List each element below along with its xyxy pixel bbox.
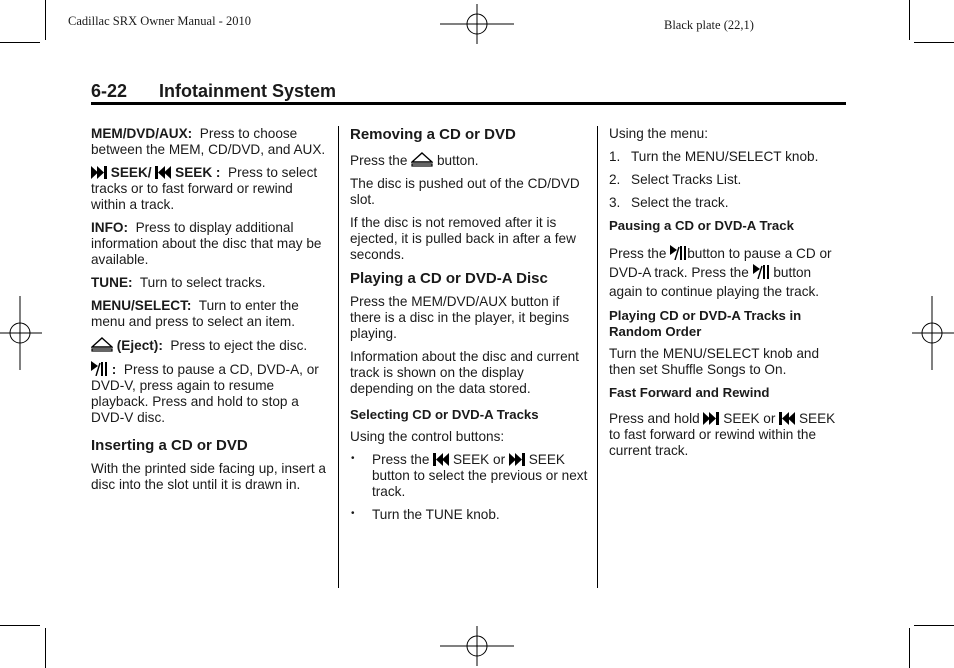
seek-paragraph bbox=[91, 165, 327, 213]
heading-rule bbox=[91, 102, 846, 105]
random-text: Turn the MENU/SELECT knob and then set Shuffle Songs to On. bbox=[609, 346, 820, 377]
mem-text: Press to choose between the MEM, CD/DVD, and AUX. bbox=[91, 126, 326, 157]
menu-label: MENU/SELECT: bbox=[91, 298, 192, 313]
step-number: 3. bbox=[609, 195, 621, 210]
pausing-text-c: button again to continue playing the track. bbox=[609, 265, 820, 299]
press-the-text: Press the bbox=[350, 153, 408, 168]
document-title: Cadillac SRX Owner Manual - 2010 bbox=[68, 14, 251, 28]
inserting-heading: Inserting a CD or DVD bbox=[91, 437, 248, 454]
pause-text: Press to pause a CD, DVD-A, or DVD-V, press again to resume playback. Press and hold to stop a DVD-V disc. bbox=[91, 362, 319, 425]
registration-mark-left bbox=[0, 296, 42, 370]
seek-label-b: SEEK : bbox=[175, 165, 221, 180]
play-pause-icon bbox=[753, 264, 770, 279]
tune-label: TUNE: bbox=[91, 275, 133, 290]
ff-text-a: Press and hold bbox=[609, 411, 700, 426]
button-text: button. bbox=[436, 153, 479, 168]
ff-text-c: SEEK to fast forward or rewind within the current track. bbox=[609, 411, 836, 458]
crop-mark-bl-v bbox=[45, 628, 46, 668]
column-divider-2 bbox=[597, 126, 598, 588]
tune-text: Turn to select tracks. bbox=[139, 275, 266, 290]
bullet: • bbox=[351, 453, 355, 464]
crop-mark-tr-v bbox=[909, 0, 910, 40]
bullet1-text-a: Press the bbox=[372, 452, 430, 467]
column-1 bbox=[91, 126, 327, 500]
eject-text: Press to eject the disc. bbox=[170, 338, 308, 353]
bullet2-text: Turn the TUNE knob. bbox=[372, 507, 500, 522]
column-3 bbox=[609, 126, 847, 466]
pausing-text-a: Press the bbox=[609, 246, 667, 261]
plate-label: Black plate (22,1) bbox=[664, 18, 754, 32]
ff-paragraph bbox=[609, 411, 847, 459]
playing-heading: Playing a CD or DVD-A Disc bbox=[350, 270, 548, 287]
menu-text: Turn to enter the menu and press to select an item. bbox=[91, 298, 299, 329]
eject-icon bbox=[91, 337, 113, 352]
crop-mark-tr-h bbox=[914, 42, 954, 43]
list-item bbox=[609, 149, 847, 165]
seek-prev-icon bbox=[155, 166, 171, 179]
play-pause-icon bbox=[91, 361, 108, 376]
menu-steps bbox=[609, 149, 847, 211]
menu-paragraph bbox=[91, 298, 327, 330]
seek-prev-icon bbox=[433, 453, 449, 466]
eject-paragraph bbox=[91, 337, 327, 354]
playing-text: Press the MEM/DVD/AUX button if there is a disc in the player, it begins playing. bbox=[350, 294, 570, 341]
control-list bbox=[350, 452, 588, 523]
seek-prev-icon bbox=[779, 412, 795, 425]
pausing-text-b: button to pause a CD or DVD-A track. Press the bbox=[609, 246, 832, 280]
tune-paragraph bbox=[91, 275, 327, 291]
page-number: 6-22 bbox=[91, 81, 128, 101]
section-heading bbox=[91, 81, 336, 102]
list-item bbox=[350, 452, 588, 500]
selecting-heading: Selecting CD or DVD-A Tracks bbox=[350, 407, 539, 422]
press-eject-paragraph bbox=[350, 152, 588, 169]
seek-next-icon bbox=[91, 166, 107, 179]
info-label: INFO: bbox=[91, 220, 128, 235]
using-menu-text: Using the menu: bbox=[609, 126, 708, 141]
crop-mark-br-v bbox=[909, 628, 910, 668]
registration-mark-top bbox=[440, 4, 514, 44]
bullet1-text-c: SEEK button to select the previous or next track. bbox=[372, 452, 588, 499]
pausing-heading: Pausing a CD or DVD-A Track bbox=[609, 218, 794, 233]
pushed-text: The disc is pushed out of the CD/DVD slot. bbox=[350, 176, 580, 207]
random-heading: Playing CD or DVD-A Tracks in Random Order bbox=[609, 308, 802, 339]
seek-label-a: SEEK/ bbox=[110, 165, 152, 180]
step-text: Turn the MENU/SELECT knob. bbox=[631, 149, 819, 164]
bullet1-text-b: SEEK or bbox=[452, 452, 506, 467]
column-divider-1 bbox=[338, 126, 339, 588]
inserting-text: With the printed side facing up, insert a disc into the slot until it is drawn in. bbox=[91, 461, 326, 492]
column-2 bbox=[350, 126, 588, 530]
ff-heading: Fast Forward and Rewind bbox=[609, 385, 770, 400]
section-title: Infotainment System bbox=[159, 81, 337, 101]
step-number: 2. bbox=[609, 172, 621, 187]
crop-mark-bl-h bbox=[0, 625, 40, 626]
mem-label: MEM/DVD/AUX: bbox=[91, 126, 193, 141]
not-removed-text: If the disc is not removed after it is ejected, it is pulled back in after a few seconds. bbox=[350, 215, 576, 262]
seek-text: Press to select tracks or to fast forward or rewind within a track. bbox=[91, 165, 318, 212]
removing-heading: Removing a CD or DVD bbox=[350, 126, 516, 143]
list-item bbox=[609, 195, 847, 211]
crop-mark-br-h bbox=[914, 625, 954, 626]
eject-icon bbox=[411, 152, 433, 167]
step-text: Select the track. bbox=[631, 195, 729, 210]
info-text: Press to display additional information about the disc that may be available. bbox=[91, 220, 322, 267]
mem-paragraph bbox=[91, 126, 327, 158]
crop-mark-tl-h bbox=[0, 42, 40, 43]
bullet: • bbox=[351, 508, 355, 519]
list-item bbox=[609, 172, 847, 188]
registration-mark-right bbox=[912, 296, 954, 370]
info-paragraph bbox=[91, 220, 327, 268]
seek-next-icon bbox=[703, 412, 719, 425]
crop-mark-tl-v bbox=[45, 0, 46, 40]
eject-label: (Eject): bbox=[116, 338, 163, 353]
seek-next-icon bbox=[509, 453, 525, 466]
pause-paragraph bbox=[91, 361, 327, 426]
pause-label: : bbox=[111, 362, 117, 377]
info-disc-text: Information about the disc and current track is shown on the display depending on the data stored. bbox=[350, 349, 579, 396]
list-item bbox=[350, 507, 588, 523]
ff-text-b: SEEK or bbox=[723, 411, 776, 426]
registration-mark-bottom bbox=[440, 626, 514, 666]
play-pause-icon bbox=[670, 245, 687, 260]
using-controls-text: Using the control buttons: bbox=[350, 429, 505, 444]
step-number: 1. bbox=[609, 149, 621, 164]
step-text: Select Tracks List. bbox=[631, 172, 742, 187]
pausing-paragraph bbox=[609, 244, 847, 301]
